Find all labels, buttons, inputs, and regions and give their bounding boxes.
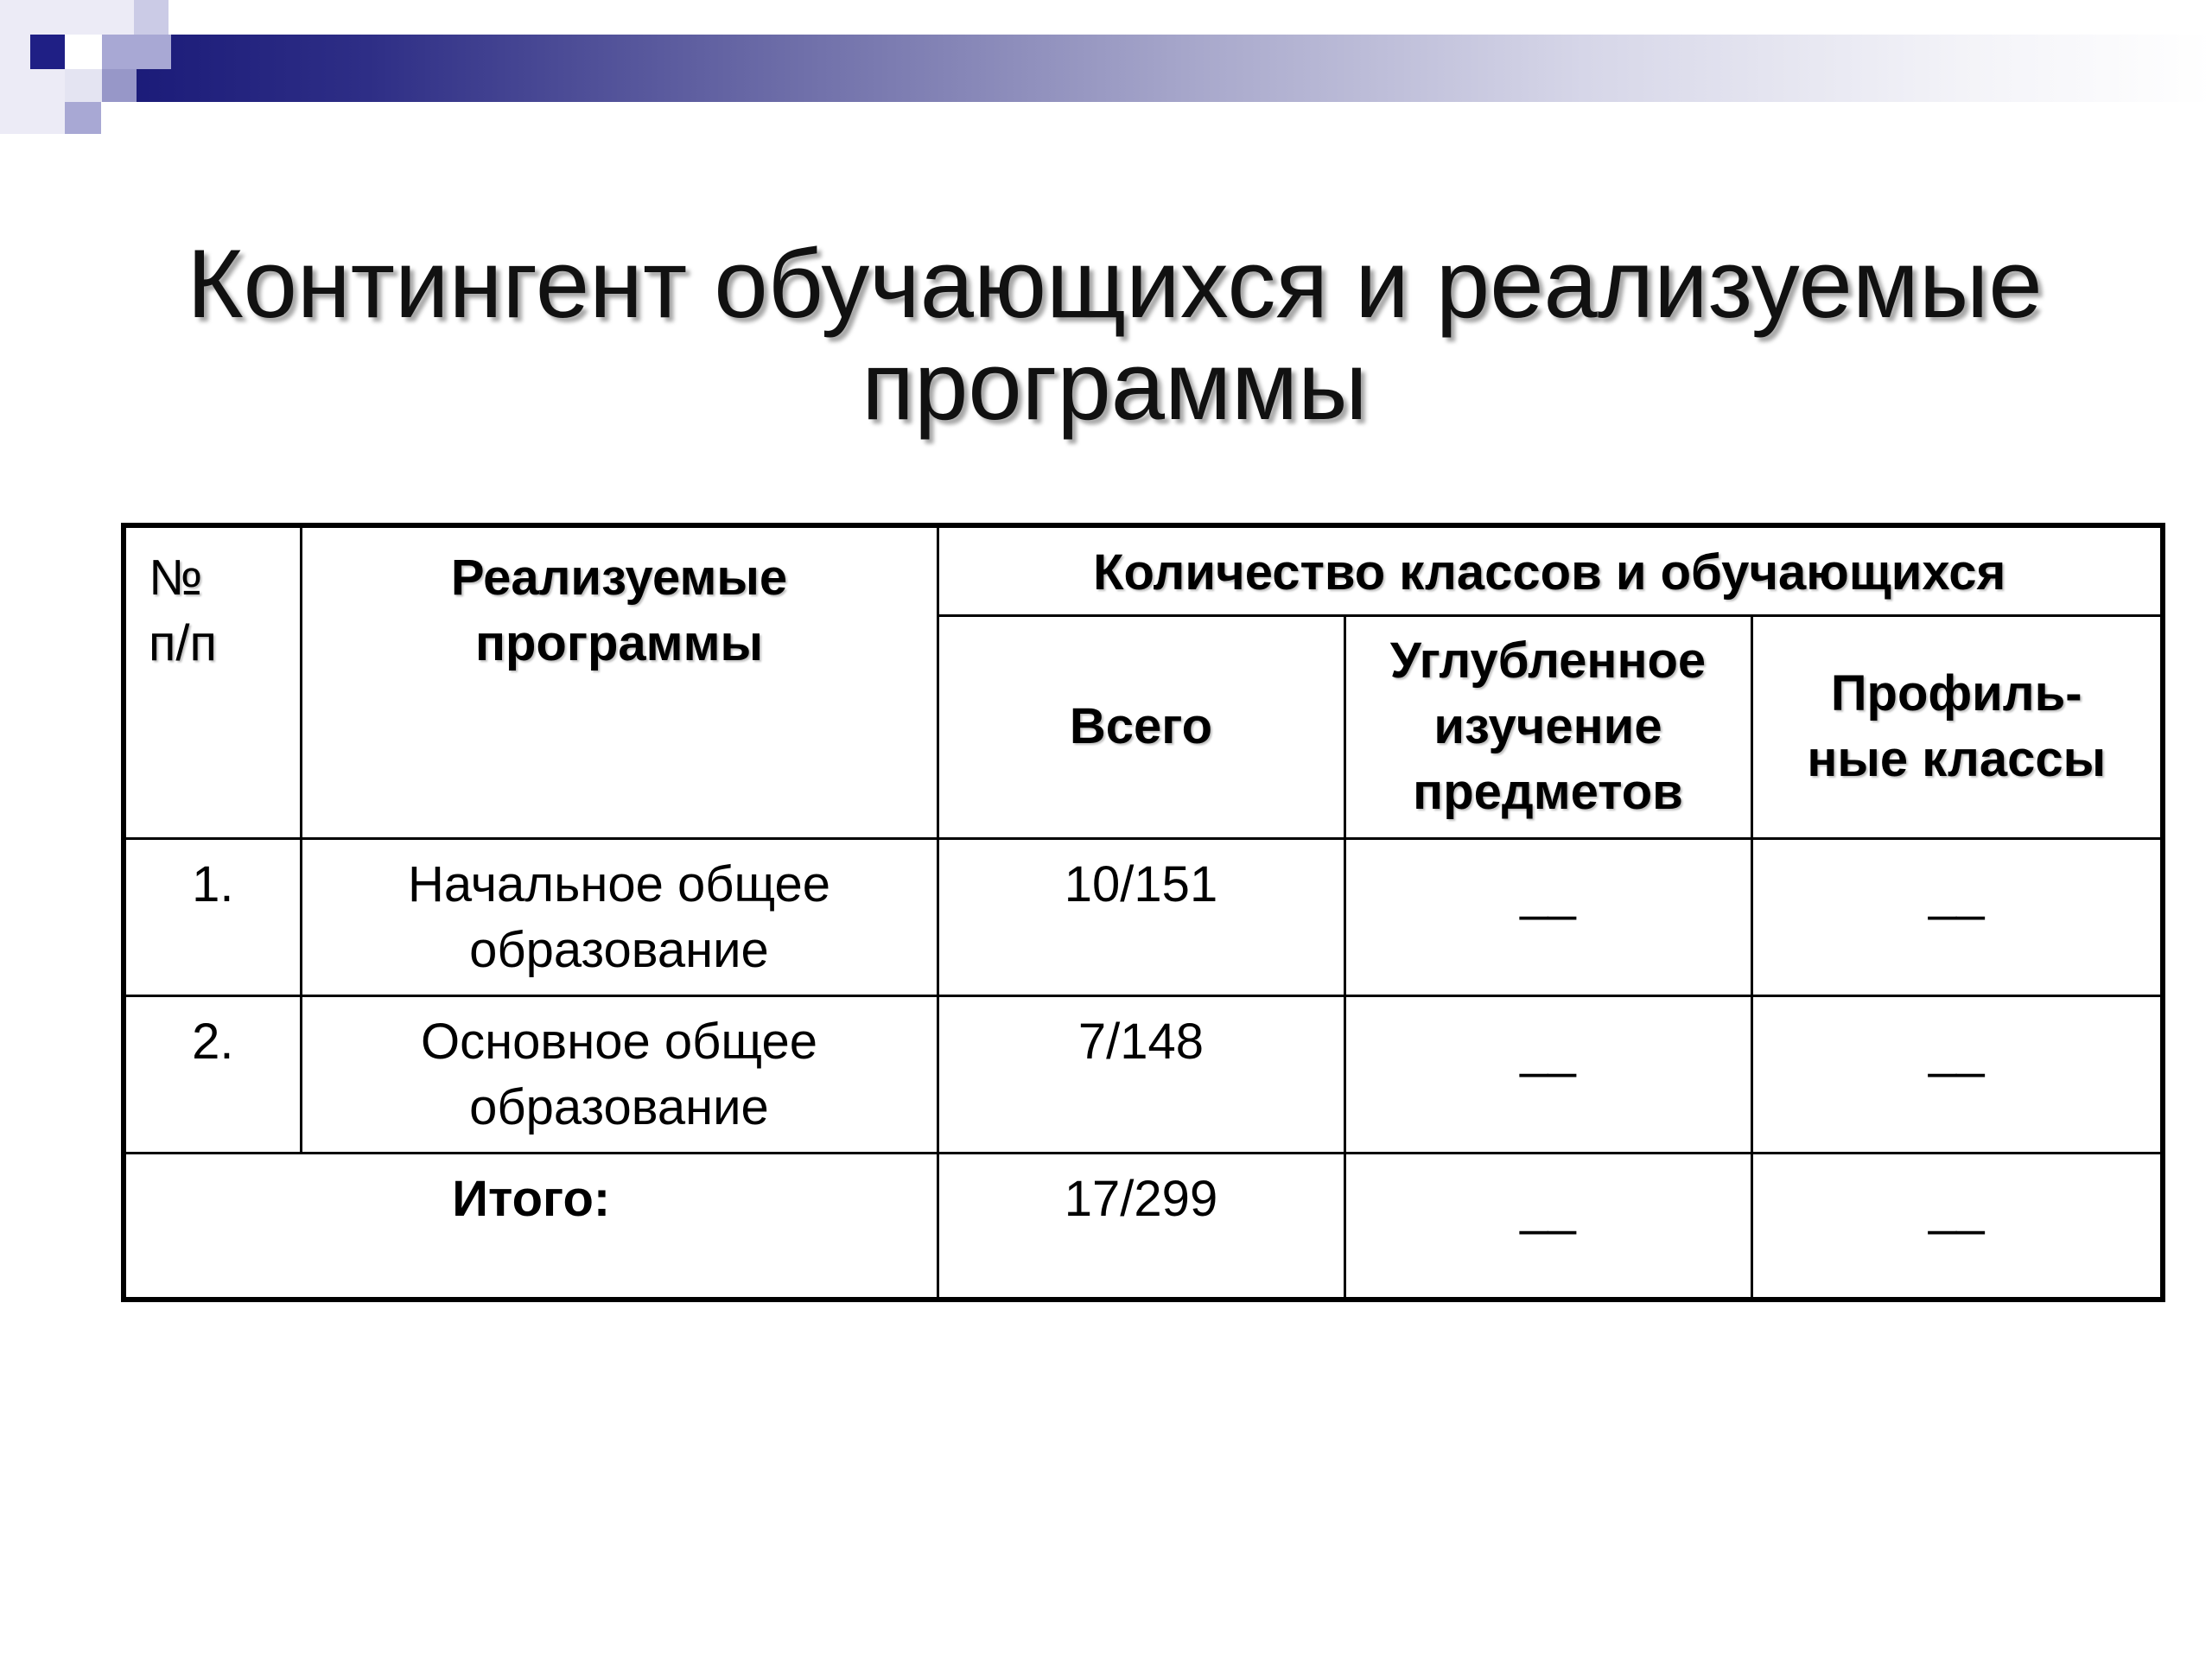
header-num-line: п/п [149,615,217,671]
row-program-line: образование [469,921,769,978]
contingent-table-wrapper [121,523,2160,1302]
table-header-row [124,525,2163,615]
header-advanced-line: изучение [1433,698,1662,754]
table-row [124,838,2163,995]
row-profile: __ [1751,995,2163,1153]
header-gradient-bar [117,35,2212,102]
header-num-line: № [149,550,203,606]
table-summary-row [124,1153,2163,1300]
contingent-table [121,523,2165,1302]
header-total: Всего [938,615,1344,838]
header-profile [1751,615,2163,838]
summary-label: Итого: [124,1153,938,1300]
header-advanced-line: предметов [1413,764,1683,820]
header-profile-line: ные классы [1807,731,2107,787]
row-program-line: Основное общее [421,1013,817,1070]
slide-title [112,230,2117,440]
slide-title-line: программы [861,332,1368,440]
decor-square [65,102,101,134]
header-advanced [1344,615,1751,838]
decor-square [65,0,134,35]
decor-square [102,35,171,69]
row-program [301,838,938,995]
header-decoration [0,0,2212,138]
summary-profile: __ [1751,1153,2163,1300]
header-programs-line: программы [474,615,764,671]
slide-title-line: Контингент обучающихся и реализуемые [187,230,2043,338]
row-program-line: образование [469,1078,769,1135]
row-advanced: __ [1344,838,1751,995]
row-advanced: __ [1344,995,1751,1153]
header-count-group: Количество классов и обучающихся [938,525,2163,615]
header-num [124,525,301,838]
decor-square [65,69,102,102]
decor-square [134,0,168,35]
header-programs [301,525,938,838]
decor-square [30,35,65,69]
summary-advanced: __ [1344,1153,1751,1300]
table-row [124,995,2163,1153]
header-profile-line: Профиль- [1830,665,2082,721]
row-num: 1. [124,838,301,995]
header-programs-line: Реализуемые [450,550,788,606]
summary-total: 17/299 [938,1153,1344,1300]
row-total: 10/151 [938,838,1344,995]
decor-square [102,69,137,102]
row-program [301,995,938,1153]
header-advanced-line: Углубленное [1389,632,1707,689]
row-total: 7/148 [938,995,1344,1153]
row-profile: __ [1751,838,2163,995]
row-program-line: Начальное общее [407,855,831,912]
row-num: 2. [124,995,301,1153]
